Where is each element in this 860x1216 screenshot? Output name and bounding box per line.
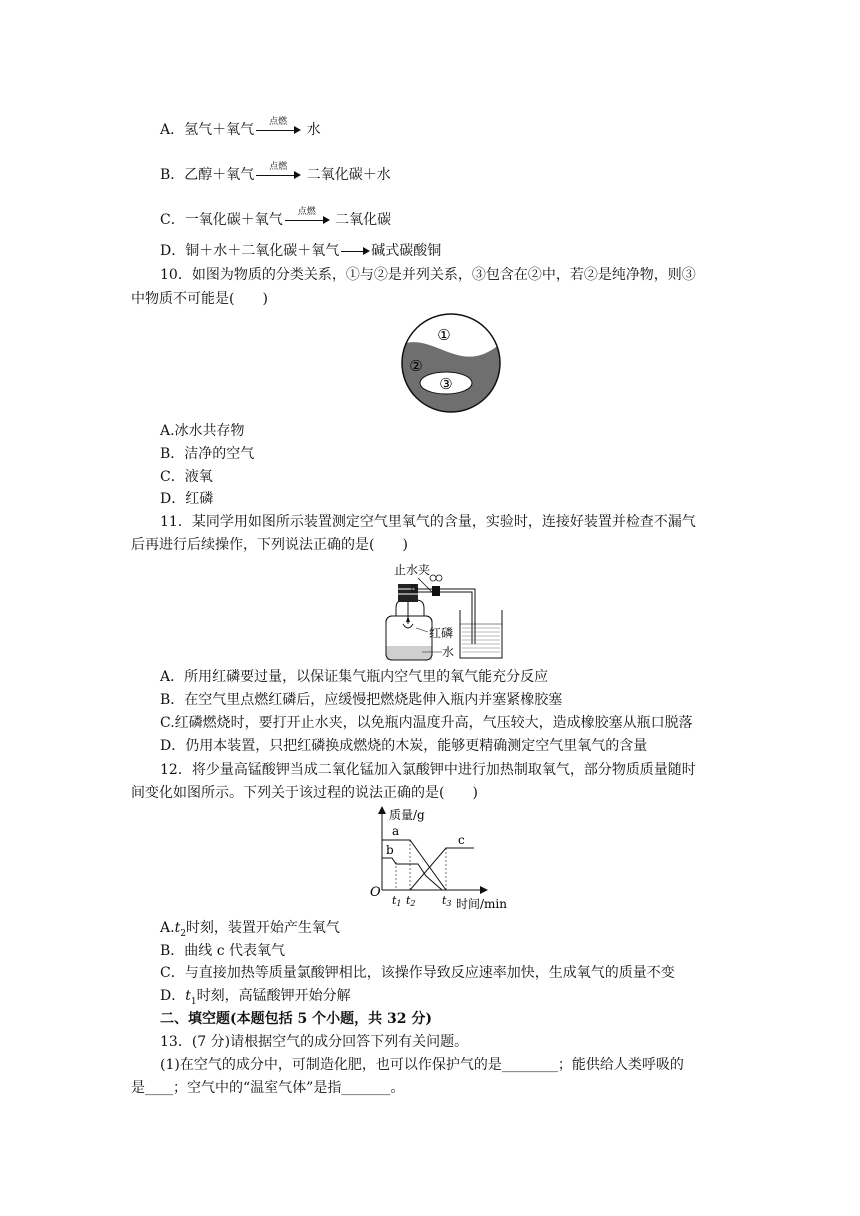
q10-option-b: B．洁净的空气 [160, 446, 255, 462]
q13-part1-line1: (1)在空气的成分中，可制造化肥，也可以作保护气的是________；能供给人类呼吸的 [160, 1057, 684, 1073]
x-axis-arrow-icon [480, 886, 488, 894]
origin-label: O [370, 885, 381, 900]
q13-stem: 13．(7 分)请根据空气的成分回答下列有关问题。 [160, 1034, 469, 1050]
t1-label: t1 [392, 894, 402, 908]
q9-option-b: B．乙醇＋氧气 点燃 二氧化碳＋水 [160, 162, 391, 183]
classification-diagram [398, 310, 504, 416]
q12-option-b: B．曲线 c 代表氧气 [160, 943, 286, 959]
clamp-label: 止水夹 [394, 563, 431, 577]
label-3: ③ [439, 375, 453, 393]
water-label: 水 [442, 645, 455, 659]
x-axis-label: 时间/min [456, 897, 507, 910]
q11-option-c: C.红磷燃烧时，要打开止水夹，以免瓶内温度升高，气压较大，造成橡胶塞从瓶口脱落 [160, 715, 693, 731]
t3-label: t3 [442, 894, 452, 908]
q12-option-c: C．与直接加热等质量氯酸钾相比，该操作导致反应速率加快，生成氧气的质量不变 [160, 965, 675, 981]
q10-stem-line1: 10．如图为物质的分类关系，①与②是并列关系，③包含在②中，若②是纯净物，则③ [160, 267, 696, 283]
y-axis-arrow-icon [378, 806, 386, 814]
q11-option-b: B．在空气里点燃红磷后，应缓慢把燃烧匙伸入瓶内并塞紧橡胶塞 [160, 692, 563, 708]
q12-stem-line1: 12．将少量高锰酸钾当成二氧化锰加入氯酸钾中进行加热制取氧气，部分物质质量随时 [160, 762, 696, 778]
q11-stem-line1: 11．某同学用如图所示装置测定空气里氧气的含量，实验时，连接好装置并检查不漏气 [160, 514, 696, 530]
q12-stem-line2: 间变化如图所示。下列关于该过程的说法正确的是( ) [131, 785, 478, 801]
reaction-arrow-icon [341, 242, 369, 260]
q12-option-d: D．$t_1$时刻，高锰酸钾开始分解 [160, 988, 351, 1007]
label-2: ② [409, 357, 423, 375]
curve-c-label: c [458, 833, 465, 847]
q10-option-d: D．红磷 [160, 491, 214, 507]
reaction-arrow-icon: 点燃 [285, 211, 329, 229]
q13-part1-line2: 是____；空气中的“温室气体”是指_______。 [131, 1080, 405, 1096]
q12-option-a: $A.t_2$时刻，装置开始产生氧气 [160, 920, 340, 939]
q9-option-c: C．一氧化碳＋氧气 点燃 二氧化碳 [160, 207, 392, 228]
oxygen-measurement-apparatus [382, 558, 512, 664]
reaction-arrow-icon: 点燃 [256, 121, 300, 139]
q10-option-c: C．液氧 [160, 469, 213, 485]
q11-option-d: D．仍用本装置，只把红磷换成燃烧的木炭，能够更精确测定空气里氧气的含量 [160, 738, 648, 754]
q11-option-a: A．所用红磷要过量，以保证集气瓶内空气里的氧气能充分反应 [160, 669, 549, 685]
q9-option-a: A．氢气＋氧气 点燃 水 [160, 117, 321, 138]
q10-stem-line2: 中物质不可能是( ) [131, 291, 268, 307]
section-heading: 二、填空题(本题包括 5 个小题，共 32 分) [160, 1011, 432, 1027]
label-1: ① [437, 326, 451, 344]
reaction-arrow-icon: 点燃 [256, 166, 300, 184]
curve-a-label: a [392, 824, 400, 838]
q10-option-a: A.冰水共存物 [160, 423, 245, 439]
t2-label: t2 [406, 894, 416, 908]
q11-stem-line2: 后再进行后续操作，下列说法正确的是( ) [131, 537, 408, 553]
q9-option-d: D．铜＋水＋二氧化碳＋氧气 碱式碳酸铜 [160, 243, 442, 259]
phosphorus-label: 红磷 [429, 626, 454, 640]
curve-b-label: b [386, 843, 394, 857]
mass-time-chart [364, 804, 524, 910]
y-axis-label: 质量/g [389, 808, 425, 822]
